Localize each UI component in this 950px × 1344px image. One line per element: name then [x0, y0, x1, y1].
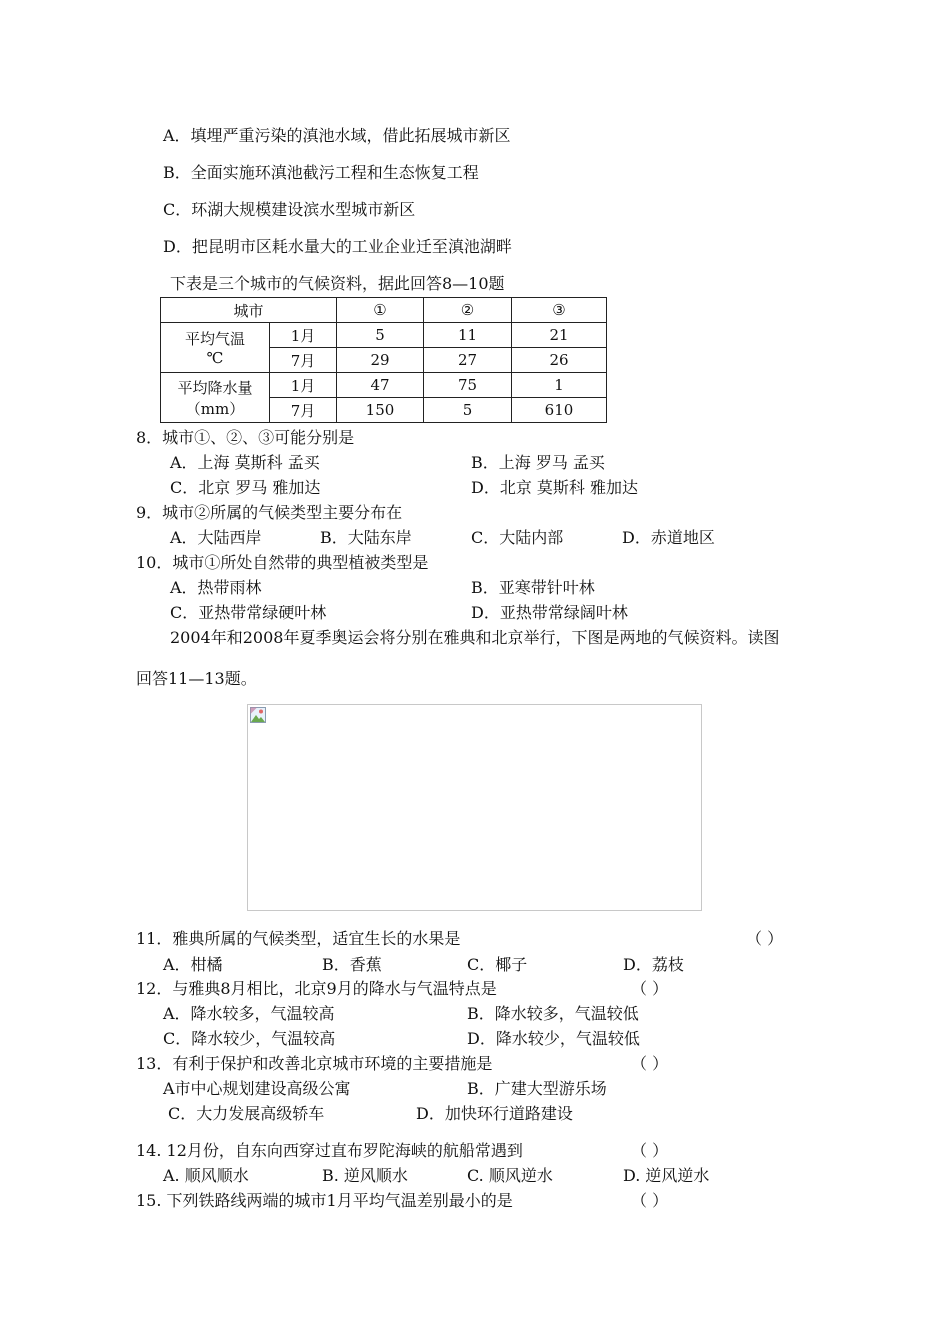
q13-option-a: A市中心规划建设高级公寓: [163, 1079, 351, 1098]
q12-option-b: B．降水较多，气温较低: [467, 1004, 639, 1023]
q11-stem: 11．雅典所属的气候类型，适宜生长的水果是: [136, 929, 461, 948]
q13-option-c: C．大力发展高级轿车: [168, 1104, 325, 1123]
q8-option-a: A．上海 莫斯科 孟买: [170, 453, 320, 472]
precip-jan-city3: 1: [512, 373, 607, 398]
q14-option-c: C. 顺风逆水: [467, 1166, 553, 1185]
climate-figure-placeholder: [247, 704, 702, 911]
q14-option-b: B. 逆风顺水: [322, 1166, 408, 1185]
q7-option-d: D．把昆明市区耗水量大的工业企业迁至滇池湖畔: [163, 237, 512, 256]
temp-label-line2: ℃: [206, 349, 224, 367]
temp-jul-city3: 26: [512, 348, 607, 373]
precip-jul-city3: 610: [512, 398, 607, 423]
precip-jan-city2: 75: [424, 373, 512, 398]
q12-option-c: C．降水较少，气温较高: [163, 1029, 336, 1048]
q11-option-a: A．柑橘: [163, 955, 223, 974]
q12-answer-paren: （ ）: [631, 979, 669, 998]
header-city-1: ①: [337, 298, 424, 323]
q10-option-a: A．热带雨林: [170, 578, 262, 597]
header-city: 城市: [161, 298, 337, 323]
q13-answer-paren: （ ）: [631, 1054, 669, 1073]
temp-jul-month: 7月: [270, 348, 337, 373]
q10-stem: 10．城市①所处自然带的典型植被类型是: [136, 553, 429, 572]
temp-jul-city1: 29: [337, 348, 424, 373]
precip-jul-city1: 150: [337, 398, 424, 423]
precip-label-line2: （mm）: [185, 399, 245, 418]
q10-option-b: B．亚寒带针叶林: [471, 578, 595, 597]
q11-option-d: D．荔枝: [623, 955, 684, 974]
temp-jul-city2: 27: [424, 348, 512, 373]
q15-stem: 15. 下列铁路线两端的城市1月平均气温差别最小的是: [136, 1191, 513, 1210]
q11-option-c: C．椰子: [467, 955, 528, 974]
q9-stem: 9．城市②所属的气候类型主要分布在: [136, 503, 403, 522]
table-intro: 下表是三个城市的气候资料，据此回答8—10题: [170, 274, 505, 293]
climate-table: [160, 297, 607, 423]
q13-option-d: D．加快环行道路建设: [416, 1104, 573, 1123]
q13-option-b: B．广建大型游乐场: [467, 1079, 607, 1098]
temp-label: [161, 323, 270, 373]
q9-option-d: D．赤道地区: [622, 528, 715, 547]
header-city-3: ③: [512, 298, 607, 323]
q7-option-a: A．填埋严重污染的滇池水域，借此拓展城市新区: [163, 126, 511, 145]
q15-answer-paren: （ ）: [631, 1191, 669, 1210]
q9-option-b: B．大陆东岸: [320, 528, 412, 547]
temp-label-line1: 平均气温: [184, 330, 245, 348]
precip-label-line1: 平均降水量: [177, 378, 253, 397]
broken-image-icon: [250, 707, 266, 723]
q11-option-b: B．香蕉: [322, 955, 382, 974]
temp-jan-city3: 21: [512, 323, 607, 348]
q8-option-c: C．北京 罗马 雅加达: [170, 478, 321, 497]
q10-option-d: D．亚热带常绿阔叶林: [471, 603, 628, 622]
q8-option-d: D．北京 莫斯科 雅加达: [471, 478, 639, 497]
precip-label: [161, 373, 270, 423]
q14-option-d: D. 逆风逆水: [623, 1166, 710, 1185]
header-city-2: ②: [424, 298, 512, 323]
q14-option-a: A. 顺风顺水: [163, 1166, 249, 1185]
olympic-intro-line2: 回答11—13题。: [136, 669, 257, 688]
precip-jul-city2: 5: [424, 398, 512, 423]
q9-option-a: A．大陆西岸: [170, 528, 262, 547]
olympic-intro-line1: 2004年和2008年夏季奥运会将分别在雅典和北京举行，下图是两地的气候资料。读图: [170, 628, 780, 647]
precip-jan-month: 1月: [270, 373, 337, 398]
temp-jan-city2: 11: [424, 323, 512, 348]
q7-option-c: C．环湖大规模建设滨水型城市新区: [163, 200, 416, 219]
q12-stem: 12．与雅典8月相比，北京9月的降水与气温特点是: [136, 979, 497, 998]
precip-jan-city1: 47: [337, 373, 424, 398]
precip-jul-month: 7月: [270, 398, 337, 423]
q14-stem: 14. 12月份，自东向西穿过直布罗陀海峡的航船常遇到: [136, 1141, 523, 1160]
q14-answer-paren: （ ）: [631, 1141, 669, 1160]
q10-option-c: C．亚热带常绿硬叶林: [170, 603, 327, 622]
q8-stem: 8．城市①、②、③可能分别是: [136, 428, 355, 447]
q13-stem: 13．有利于保护和改善北京城市环境的主要措施是: [136, 1054, 493, 1073]
q7-option-b: B．全面实施环滇池截污工程和生态恢复工程: [163, 163, 479, 182]
q9-option-c: C．大陆内部: [471, 528, 564, 547]
q11-answer-paren: （ ）: [746, 929, 784, 948]
temp-jan-month: 1月: [270, 323, 337, 348]
q8-option-b: B．上海 罗马 孟买: [471, 453, 605, 472]
q12-option-a: A．降水较多，气温较高: [163, 1004, 335, 1023]
temp-jan-city1: 5: [337, 323, 424, 348]
q12-option-d: D．降水较少，气温较低: [467, 1029, 640, 1048]
